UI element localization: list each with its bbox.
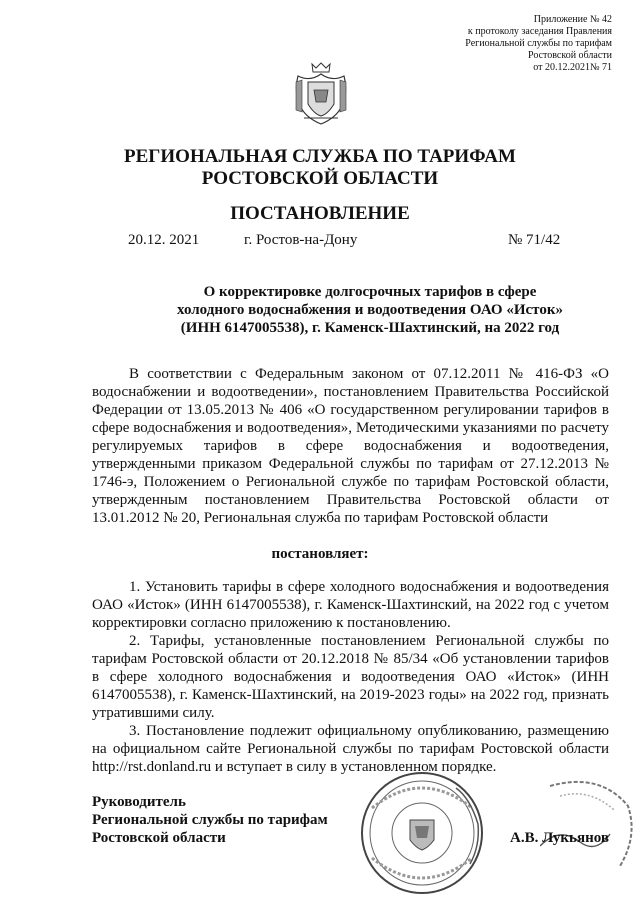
decree-item-3: 3. Постановление подлежит официальному опубликованию, размещению на официальном сайте Региональной службы по тарифам Ростовской области http://rst.donland.ru и вступает в силу в установленном порядке.: [92, 723, 609, 775]
signatory-name: А.В. Лукьянов: [510, 830, 609, 846]
organization-title: [0, 146, 640, 190]
decree-item-2: 2. Тарифы, установленные постановлением Региональной службы по тарифам Ростовской области от 20.12.2018 № 85/34 «Об установлении тарифов в сфере холодного водоснабжения и водоотведения ОАО «Исток» (ИНН 6147005538), г. Каменск-Шахтинский, на 2019-2023 годы» на 2022 год, признать утратившими силу.: [92, 633, 609, 721]
subject-line: (ИНН 6147005538), г. Каменск-Шахтинский, на 2022 год: [180, 320, 560, 336]
organization-title-line: РОСТОВСКОЙ ОБЛАСТИ: [201, 168, 439, 189]
decree-item-1: 1. Установить тарифы в сфере холодного водоснабжения и водоотведения ОАО «Исток» (ИНН 6147005538), г. Каменск-Шахтинский, на 2022 год с учетом корректировки согласно приложению к постановлению.: [92, 579, 609, 631]
appendix-line: Приложение № 42: [533, 14, 612, 25]
signatory-line: Руководитель: [92, 794, 186, 810]
signatory-line: Ростовской области: [92, 830, 226, 846]
official-seal-icon: [352, 768, 492, 898]
appendix-line: Ростовской области: [528, 50, 612, 61]
appendix-note: [465, 14, 612, 74]
signatory-position: [92, 793, 328, 847]
document-city: г. Ростов-на-Дону: [244, 232, 358, 248]
decree-word: постановляет:: [271, 546, 369, 562]
subject-line: О корректировке долгосрочных тарифов в сфере: [203, 284, 537, 300]
document-date: 20.12. 2021: [128, 232, 200, 248]
document-type: ПОСТАНОВЛЕНИЕ: [230, 203, 410, 224]
appendix-line: Региональной службы по тарифам: [465, 38, 612, 49]
document-subject: [150, 283, 590, 337]
coat-of-arms-icon: [292, 62, 350, 126]
organization-title-line: РЕГИОНАЛЬНАЯ СЛУЖБА ПО ТАРИФАМ: [124, 146, 516, 167]
document-number: № 71/42: [508, 232, 561, 248]
appendix-line: от 20.12.2021№ 71: [533, 62, 612, 73]
decree-items: [92, 578, 609, 776]
preamble-paragraph: В соответствии с Федеральным законом от 07.12.2011 № 416-ФЗ «О водоснабжении и водоотведении», постановлением Правительства Российской Федерации от 13.05.2013 № 406 «О государственном регулировании тарифов в сфере водоснабжения и водоотведения», Методическими указаниями по расчету регулируемых тарифов в сфере водоснабжения и водоотведения, утвержденными приказом Федеральной службы по тарифам от 27.12.2013 № 1746-э, Положением о Региональной службе по тарифам Ростовской области, утвержденным постановлением Правительства Ростовской области от 13.01.2012 № 20, Региональная служба по тарифам Ростовской области: [92, 366, 609, 526]
subject-line: холодного водоснабжения и водоотведения ОАО «Исток»: [177, 302, 563, 318]
signatory-line: Региональной службы по тарифам: [92, 812, 328, 828]
appendix-line: к протоколу заседания Правления: [467, 26, 612, 37]
